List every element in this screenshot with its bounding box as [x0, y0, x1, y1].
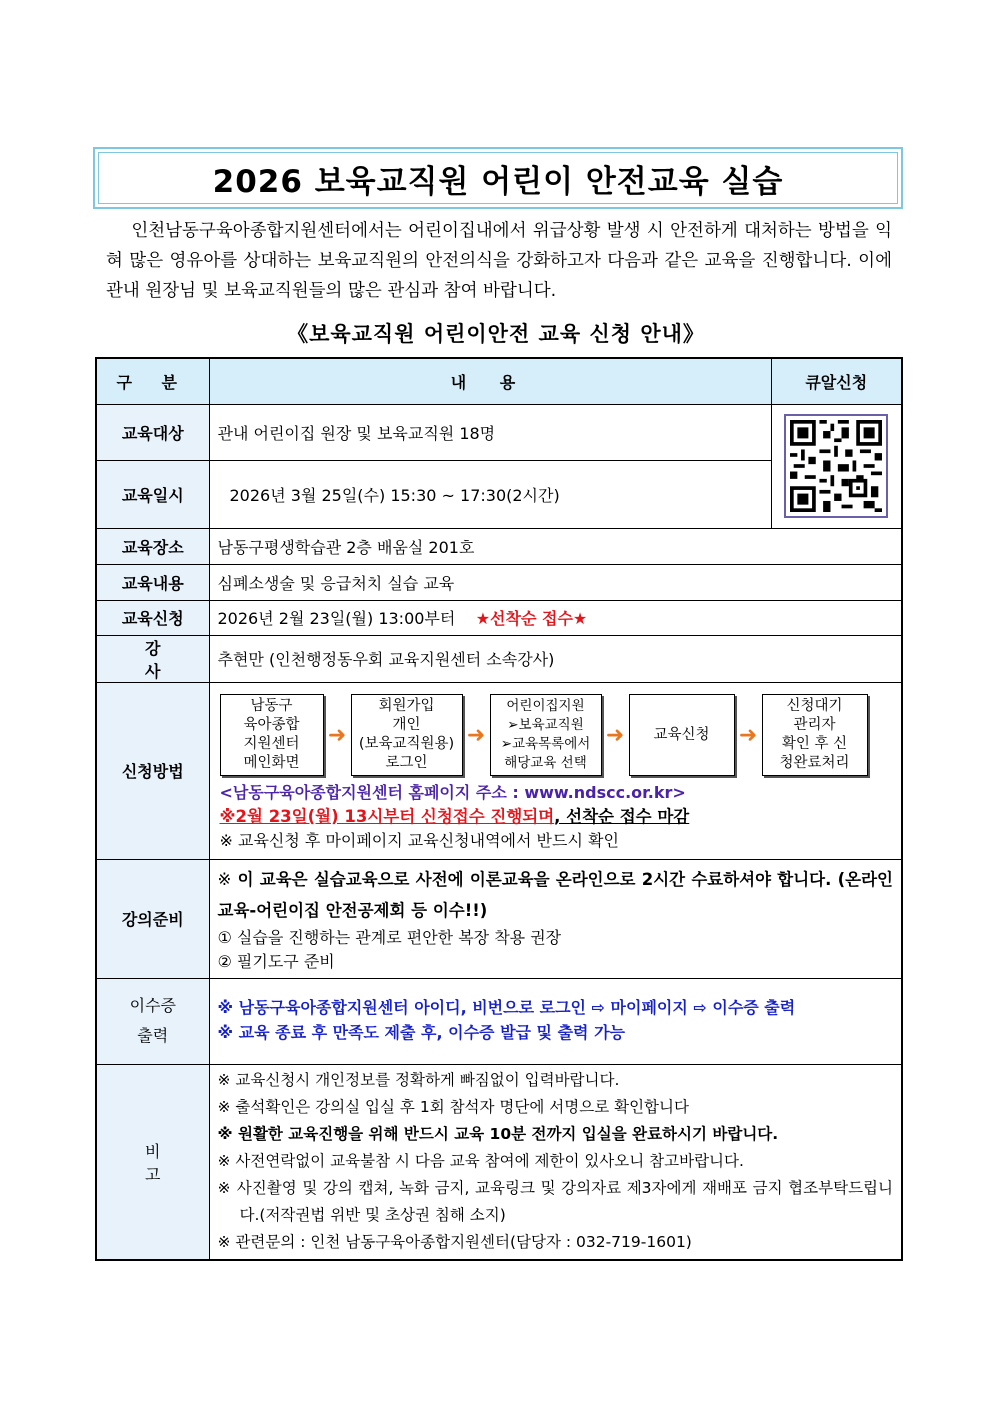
flow-step-main [220, 694, 324, 776]
label-apply: 교육신청 [96, 600, 209, 635]
step-line: 개인 [392, 717, 421, 733]
label-remarks: 비 고 [96, 1064, 209, 1260]
remark-4: ※ 사전연락없이 교육불참 시 다음 교육 참여에 제한이 있사오니 참고바랍니다. [217, 1152, 744, 1171]
prep-notice-text: 이 교육은 실습교육으로 사전에 이론교육을 온라인으로 2시간 수료하셔야 합니다. (온라인교육-어린이집 안전공제회 등 이수!!) [217, 869, 893, 920]
step-line: 회원가입 [378, 698, 435, 714]
step-line: (보육교직원용) [358, 736, 455, 752]
guide-title: 《보육교직원 어린이안전 교육 신청 안내》 [287, 322, 705, 346]
remark-5: ※ 사진촬영 및 강의 캡쳐, 녹화 금지, 교육링크 및 강의자료 제3자에게 재배포 금지 협조부탁드립니다.(저작권법 위반 및 초상권 침해 소지) [217, 1179, 893, 1225]
step-line: 지원센터 [243, 736, 300, 752]
first-come-badge: ★선착순 접수★ [475, 609, 588, 628]
apply-flow [220, 694, 894, 776]
step-line: 해당교육 선택 [504, 755, 587, 771]
apply-notice-red: ※2월 23일(월) 13시부터 신청접수 진행되며 [219, 807, 555, 826]
arrow-right-icon: ➜ [327, 722, 347, 748]
homepage-link[interactable]: <남동구육아종합지원센터 홈페이지 주소 : www.ndscc.or.kr> [219, 783, 686, 802]
label-certificate [96, 978, 209, 1064]
step-line: 남동구 [250, 698, 293, 714]
qr-cell [771, 404, 902, 528]
apply-notice [220, 805, 894, 829]
remark-3: ※ 원활한 교육진행을 위해 반드시 교육 10분 전까지 입실을 완료하시기 바랍니다. [217, 1125, 779, 1144]
intro-text: 인천남동구육아종합지원센터에서는 어린이집내에서 위급상황 발생 시 안전하게 대처하는 방법을 익혀 많은 영유아를 상대하는 보육교직원의 안전의식을 강화하고자 다음과 같은 교육을 진행합니다. 이에 관내 원장님 및 보육교직원들의 많은 관심과 참여 바랍니다. [106, 221, 892, 301]
label-place: 교육장소 [96, 528, 209, 564]
header-qr: 큐알신청 [771, 358, 902, 404]
info-table [95, 357, 903, 1261]
prep-item-2: ② 필기도구 준비 [217, 951, 335, 971]
certificate-label-line2: 출력 [137, 1026, 169, 1045]
remark-6: ※ 관련문의 : 인천 남동구육아종합지원센터(담당자 : 032-719-1601) [217, 1233, 692, 1252]
remark-2: ※ 출석확인은 강의실 입실 후 1회 참석자 명단에 서명으로 확인합니다 [217, 1098, 689, 1117]
qr-code-graphic [790, 420, 882, 512]
apply-check-note: ※ 교육신청 후 마이페이지 교육신청내역에서 반드시 확인 [219, 831, 619, 850]
intro-paragraph [106, 216, 892, 306]
arrow-right-icon: ➜ [605, 722, 625, 748]
arrow-right-icon: ➜ [738, 722, 758, 748]
qr-code-icon[interactable] [784, 414, 888, 518]
label-prep: 강의준비 [96, 859, 209, 978]
apply-notice-black: , 선착순 접수 마감 [554, 807, 690, 826]
step-line: 메인화면 [243, 755, 300, 771]
label-target: 교육대상 [96, 404, 209, 460]
step-line: 어린이집지원 [506, 698, 585, 714]
flow-step-apply [629, 694, 735, 776]
step-line: 확인 후 신 [781, 736, 848, 752]
certificate-issue-note: ※ 교육 종료 후 만족도 제출 후, 이수증 발급 및 출력 가능 [217, 1023, 625, 1042]
value-certificate [209, 978, 902, 1064]
step-line: 교육신청 [653, 726, 710, 743]
step-line: ➢교육목록에서 [500, 736, 591, 752]
header-category: 구 분 [96, 358, 209, 404]
value-target: 관내 어린이집 원장 및 보육교직원 18명 [209, 404, 771, 460]
value-content: 심폐소생술 및 응급처치 실습 교육 [209, 564, 902, 600]
date-text: 2026년 3월 25일(수) 15:30 ~ 17:30(2시간) [229, 485, 560, 505]
label-content: 교육내용 [96, 564, 209, 600]
step-line: 관리자 [793, 717, 836, 733]
step-line: 청완료처리 [779, 755, 850, 771]
value-remarks [209, 1064, 902, 1260]
value-place: 남동구평생학습관 2층 배움실 201호 [209, 528, 902, 564]
value-instructor: 추현만 (인천행정동우회 교육지원센터 소속강사) [209, 635, 902, 682]
step-line: ➢보육교직원 [507, 717, 584, 733]
flow-step-complete [762, 694, 868, 776]
prep-item-1: ① 실습을 진행하는 관계로 편안한 복장 착용 권장 [217, 927, 562, 947]
header-content: 내 용 [209, 358, 771, 404]
title-box [93, 147, 903, 209]
label-method: 신청방법 [96, 682, 209, 859]
label-date: 교육일시 [96, 460, 209, 528]
arrow-right-icon: ➜ [466, 722, 486, 748]
flow-step-login [351, 694, 463, 776]
remark-1: ※ 교육신청시 개인정보를 정확하게 빠짐없이 입력바랍니다. [217, 1071, 620, 1090]
prep-prefix: ※ [217, 869, 238, 889]
value-date [209, 460, 771, 528]
label-instructor: 강 사 [96, 635, 209, 682]
step-line: 신청대기 [786, 698, 843, 714]
prep-notice [218, 864, 894, 926]
flow-step-select [490, 694, 602, 776]
step-line: 육아종합 [243, 717, 300, 733]
certificate-label-line1: 이수증 [129, 996, 176, 1015]
certificate-login-steps: ※ 남동구육아종합지원센터 아이디, 비번으로 로그인 ⇨ 마이페이지 ⇨ 이수증 출력 [217, 998, 796, 1017]
value-method [209, 682, 902, 859]
page-title: 2026 보육교직원 어린이 안전교육 실습 [98, 152, 898, 204]
apply-date-text: 2026년 2월 23일(월) 13:00부터 [217, 609, 456, 628]
value-prep [209, 859, 902, 978]
value-apply [209, 600, 902, 635]
step-line: 로그인 [385, 755, 428, 771]
